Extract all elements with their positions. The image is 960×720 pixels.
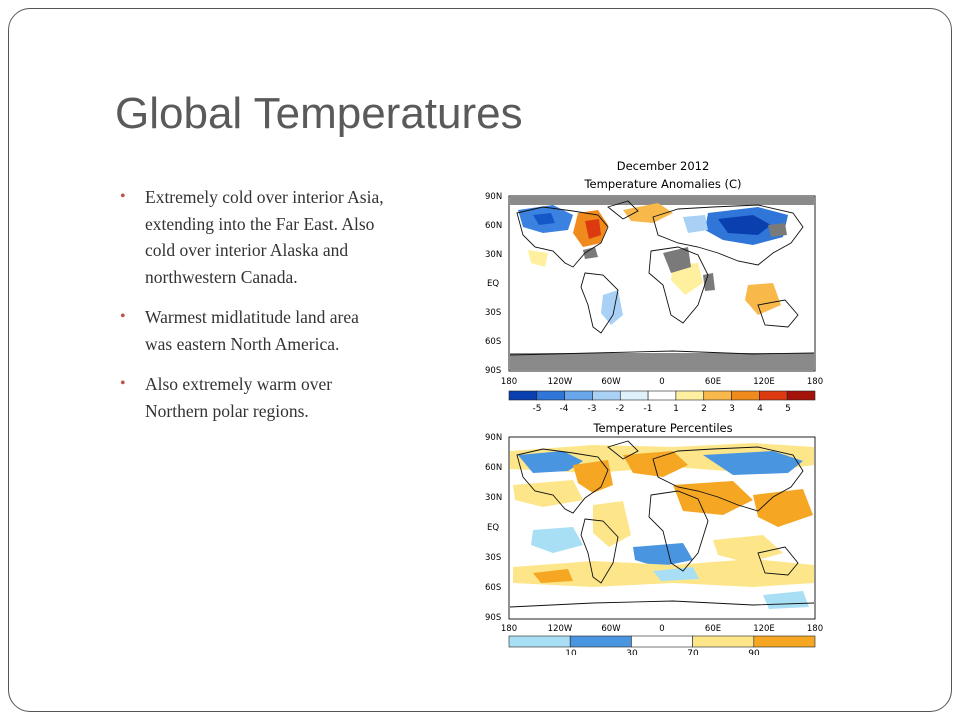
anomaly-legend-labels (533, 404, 791, 414)
percentile-lon-label: 180 (500, 624, 518, 634)
bullet-list (117, 184, 389, 438)
anomaly-map-title: Temperature Anomalies (C) (584, 177, 742, 191)
climate-figure (473, 155, 833, 655)
anomaly-lon-label: 60E (704, 377, 722, 387)
percentile-lon-label: 60W (601, 624, 621, 634)
percentile-legend-swatch (509, 636, 570, 647)
anomaly-legend-swatch (537, 391, 565, 400)
anomaly-legend-label: 4 (757, 404, 763, 414)
percentile-map-title: Temperature Percentiles (593, 421, 733, 435)
bullet-item (117, 304, 389, 357)
percentile-legend-label: 90 (748, 649, 760, 655)
anomaly-legend-swatch (732, 391, 760, 400)
bullet-item (117, 184, 389, 290)
anomaly-lat-label: 60N (485, 221, 503, 231)
anomaly-legend-swatch (509, 391, 537, 400)
bullet-item (117, 371, 389, 424)
slide-title: Global Temperatures (115, 89, 523, 138)
anomaly-lon-label: 120E (753, 377, 775, 387)
anomaly-legend-swatch (620, 391, 648, 400)
percentile-lon-label: 0 (659, 624, 665, 634)
anomaly-legend-label: 3 (729, 404, 735, 414)
bullet-text: Warmest midlatitude land area was eastern North America. (145, 307, 359, 354)
percentile-legend-swatch (631, 636, 692, 647)
anomaly-legend-label: -1 (643, 404, 653, 414)
anomaly-map (485, 192, 823, 387)
figure-title: December 2012 (616, 159, 710, 173)
anomaly-legend-swatch (704, 391, 732, 400)
anomaly-lon-label: 180 (806, 377, 824, 387)
percentile-legend-labels (565, 649, 760, 655)
anomaly-legend-label: 1 (673, 404, 679, 414)
anomaly-legend-label: -4 (559, 404, 569, 414)
bullet-dot-icon: • (120, 188, 126, 205)
anomaly-legend-swatch (787, 391, 815, 400)
anomaly-legend-swatch (648, 391, 676, 400)
percentile-lat-label: 30N (485, 493, 503, 503)
anomaly-legend (509, 391, 815, 400)
percentile-lat-label: 60S (485, 583, 502, 593)
percentile-lon-label: 180 (806, 624, 824, 634)
bullet-dot-icon: • (120, 308, 126, 325)
anomaly-lat-label: 90S (485, 366, 502, 376)
anomaly-legend-label: 5 (785, 404, 791, 414)
anomaly-legend-swatch (592, 391, 620, 400)
percentile-lat-label: 90S (485, 613, 502, 623)
anomaly-lat-label: 30S (485, 308, 502, 318)
anomaly-lon-label: 0 (659, 377, 665, 387)
percentile-legend-swatch (754, 636, 815, 647)
anomaly-lat-label: EQ (487, 279, 500, 289)
percentile-legend-swatch (570, 636, 631, 647)
percentile-lat-label: 30S (485, 553, 502, 563)
bullet-dot-icon: • (120, 375, 126, 392)
percentile-map (485, 433, 823, 634)
percentile-lon-label: 120W (547, 624, 573, 634)
anomaly-legend-swatch (676, 391, 704, 400)
anomaly-legend-label: -5 (532, 404, 542, 414)
percentile-legend-label: 10 (565, 649, 577, 655)
anomaly-legend-swatch (759, 391, 787, 400)
percentile-lon-label: 120E (753, 624, 775, 634)
bullet-text: Also extremely warm over Northern polar regions. (145, 374, 333, 421)
anomaly-legend-label: -3 (587, 404, 597, 414)
anomaly-lat-label: 90N (485, 192, 503, 202)
percentile-lat-label: EQ (487, 523, 500, 533)
anomaly-lat-label: 60S (485, 337, 502, 347)
percentile-legend-label: 30 (626, 649, 638, 655)
anomaly-lon-label: 180 (500, 377, 518, 387)
percentile-lat-label: 60N (485, 463, 503, 473)
anomaly-legend-label: 2 (701, 404, 707, 414)
percentile-lat-label: 90N (485, 433, 503, 443)
anomaly-legend-label: -2 (615, 404, 625, 414)
bullet-text: Extremely cold over interior Asia, extending into the Far East. Also cold over interior Alaska and northwestern Canada. (145, 187, 384, 287)
anomaly-lon-label: 120W (547, 377, 573, 387)
percentile-lon-label: 60E (704, 624, 722, 634)
anomaly-lon-label: 60W (601, 377, 621, 387)
percentile-legend-label: 70 (687, 649, 699, 655)
anomaly-lat-label: 30N (485, 250, 503, 260)
percentile-legend (509, 636, 815, 647)
percentile-legend-swatch (693, 636, 754, 647)
anomaly-legend-swatch (565, 391, 593, 400)
